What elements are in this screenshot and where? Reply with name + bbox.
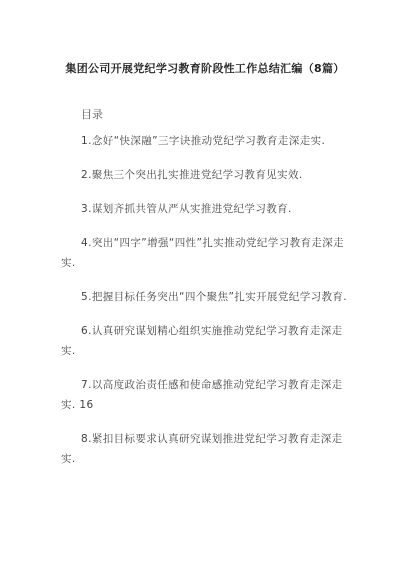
document-title: 集团公司开展党纪学习教育阶段性工作总结汇编（8篇） (65, 62, 345, 75)
toc-item-number: 7. (81, 379, 92, 391)
toc-item-4[interactable] (61, 233, 351, 273)
toc-item-text: 紧扣目标要求认真研究谋划推进党纪学习教育走深走实. (61, 433, 343, 465)
toc-heading: 目录 (81, 108, 103, 121)
toc-item-1[interactable] (61, 131, 351, 151)
toc-item-number: 3. (81, 203, 92, 215)
toc-item-5[interactable] (61, 287, 351, 307)
toc-item-text: 聚焦三个突出扎实推进党纪学习教育见实效. (91, 169, 303, 181)
toc-item-text: 突出“四字”增强“四性”扎实推动党纪学习教育走深走实. (61, 237, 345, 269)
toc-item-number: 5. (81, 291, 92, 303)
toc-item-text: 把握目标任务突出“四个聚焦”扎实开展党纪学习教育. (91, 291, 348, 303)
toc-item-text: 以高度政治责任感和使命感推动党纪学习教育走深走实. 16 (61, 379, 343, 411)
toc-item-number: 4. (81, 237, 92, 249)
toc-item-2[interactable] (61, 165, 351, 185)
toc-item-text: 谋划齐抓共管从严从实推进党纪学习教育. (91, 203, 292, 215)
toc-item-number: 6. (81, 325, 92, 337)
toc-item-number: 2. (81, 169, 92, 181)
toc-item-text: 认真研究谋划精心组织实施推动党纪学习教育走深走实. (61, 325, 343, 357)
table-of-contents (61, 131, 351, 483)
toc-item-8[interactable] (61, 429, 351, 469)
toc-item-3[interactable] (61, 199, 351, 219)
toc-item-7[interactable] (61, 375, 351, 415)
toc-item-number: 1. (81, 135, 92, 147)
toc-item-number: 8. (81, 433, 92, 445)
toc-item-text: 念好“快深融”三字诀推动党纪学习教育走深走实. (91, 135, 326, 147)
toc-item-6[interactable] (61, 321, 351, 361)
